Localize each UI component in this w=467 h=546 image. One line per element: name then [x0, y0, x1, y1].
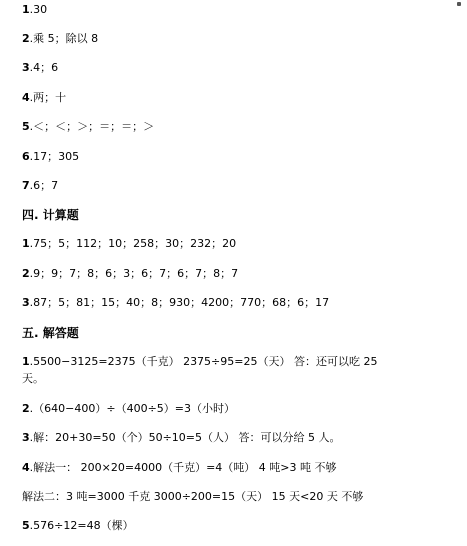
- section-title-solutions: 五. 解答题: [22, 326, 79, 340]
- item-number: 7: [22, 179, 30, 192]
- item-text: .6；7: [29, 179, 59, 192]
- answer-line-1: [22, 3, 47, 17]
- answer-line-7: [22, 179, 58, 193]
- item-text: .5500−3125=2375（千克） 2375÷95=25（天） 答：还可以吃 25: [29, 355, 378, 368]
- calc-line-1: [22, 237, 236, 251]
- item-text: .9；9；7；8；6；3；6；7；6；7；8；7: [29, 267, 239, 280]
- item-number: 4: [22, 91, 30, 104]
- item-number: 6: [22, 150, 30, 163]
- item-text: 解法二：3 吨=3000 千克 3000÷200=15（天） 15 天<20 天 不够: [22, 490, 364, 503]
- item-number: 1: [22, 355, 30, 368]
- item-number: 5: [22, 120, 30, 133]
- calc-line-3: [22, 296, 329, 310]
- item-text: .17；305: [29, 150, 80, 163]
- solution-line-4-method-two: [22, 490, 363, 504]
- item-number: 3: [22, 61, 30, 74]
- solution-line-2: [22, 402, 235, 416]
- item-text: .30: [29, 3, 48, 16]
- item-text: .两；十: [29, 91, 67, 104]
- answer-line-2: [22, 32, 98, 46]
- item-number: 2: [22, 32, 30, 45]
- item-text: .＜；＜；＞；＝；＝；＞: [29, 120, 155, 133]
- calc-line-2: [22, 267, 238, 281]
- item-text: .乘 5；除以 8: [29, 32, 99, 45]
- solution-line-3: [22, 431, 341, 445]
- solution-line-4: [22, 461, 336, 475]
- corner-mark-icon: [457, 2, 461, 6]
- item-number: 1: [22, 237, 30, 250]
- item-text: 天。: [22, 372, 44, 385]
- item-text: .4；6: [29, 61, 59, 74]
- solution-line-1-continued: [22, 372, 44, 386]
- item-number: 5: [22, 519, 30, 532]
- item-number: 3: [22, 296, 30, 309]
- solution-line-5: [22, 519, 134, 533]
- answer-line-5: [22, 120, 154, 134]
- answer-line-6: [22, 150, 79, 164]
- item-text: .87；5；81；15；40；8；930；4200；770；68；6；17: [29, 296, 330, 309]
- item-number: 1: [22, 3, 30, 16]
- item-text: .（640−400）÷（400÷5）=3（小时）: [29, 402, 236, 415]
- solution-line-1: [22, 355, 377, 369]
- answer-line-4: [22, 91, 66, 105]
- section-title-calculation: 四. 计算题: [22, 208, 79, 222]
- item-text: .576÷12=48（棵）: [29, 519, 134, 532]
- answer-line-3: [22, 61, 58, 75]
- item-number: 2: [22, 402, 30, 415]
- item-text: .解：20+30=50（个）50÷10=5（人） 答：可以分给 5 人。: [29, 431, 341, 444]
- item-text: .75；5；112；10；258；30；232；20: [29, 237, 237, 250]
- item-number: 2: [22, 267, 30, 280]
- item-number: 4: [22, 461, 30, 474]
- item-text: .解法一： 200×20=4000（千克）=4（吨） 4 吨>3 吨 不够: [29, 461, 337, 474]
- item-number: 3: [22, 431, 30, 444]
